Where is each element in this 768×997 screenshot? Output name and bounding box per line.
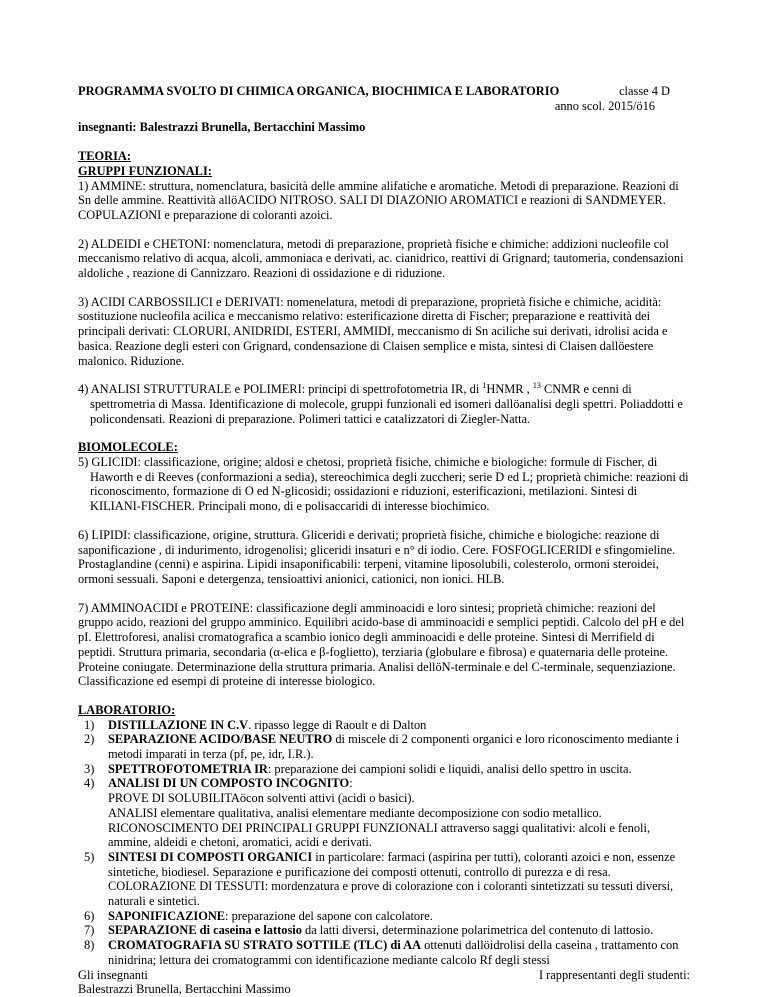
- document-page: [78, 84, 690, 997]
- school-year: anno scol. 2015/ö16: [554, 98, 655, 113]
- lab-item-2: 2) SEPARAZIONE ACIDO/BASE NEUTRO di miscele di 2 componenti organici e loro riconoscimento mediante i metodi imparati in terza (pf, pe, idr, I.R.).: [84, 732, 680, 762]
- teoria-item-4: 4) ANALISI STRUTTURALE e POLIMERI: principi di spettrofotometria IR, di $^1$HNMR , $^{13}$ CNMR e cenni di spettrometria di Massa. Identificazione di molecole, gruppi funzionali ed isomeri dallöanalisi degli spettri. Poliaddotti e policondensati. Reazioni di preparazione. Polimeri tattici e catalizzatori di Ziegler-Natta.: [78, 381, 683, 426]
- laboratorio-list: [78, 718, 690, 968]
- lab-item-5: 5) SINTESI DI COMPOSTI ORGANICI in particolare: farmaci (aspirina per tutti), coloranti azoici e non, essenze sintetiche, biodiesel. Separazione e purificazione dei composti ottenuti, controllo di purezza e di resa. COLORAZIONE DI TESSUTI: mordenzatura e prove di colorazione con i coloranti sintetizzati su tessuti diversi, naturali e sintetici.: [78, 850, 690, 909]
- teoria-item-2: 2) ALDEIDI e CHETONI: nomenclatura, metodi di preparazione, proprietà fisiche e chimiche: addizioni nucleofile col meccanismo relativo di acqua, alcoli, ammoniaca e derivati, ac. cianidrico, reattivi di Grignard; tautomeria, condensazioni aldoliche , reazione di Cannizzaro. Reazioni di ossidazione e di riduzione.: [78, 236, 684, 281]
- lab-item-4: 4) ANALISI DI UN COMPOSTO INCOGNITO: PROVE DI SOLUBILITAöcon solventi attivi (acidi o basici). ANALISI elementare qualitativa, analisi elementare mediante decomposizione con sodio metallico. RICONOSCIMENTO DEI PRINCIPALI GRUPPI FUNZIONALI attraverso saggi qualitativi: alcoli e fenoli, ammine, aldeidi e chetoni, aromatici, acidi e derivati.: [78, 776, 690, 850]
- teachers-signature-label: Gli insegnanti: [78, 967, 148, 982]
- document-header: [78, 84, 690, 99]
- lab-item-5-coloring: COLORAZIONE DI TESSUTI: mordenzatura e prove di colorazione con i coloranti sintetizzati su tessuti diversi, naturali e sintetici.: [108, 879, 674, 909]
- biomolecole-item-6: 6) LIPIDI: classificazione, origine, struttura. Gliceridi e derivati; proprietà fisiche, chimiche e biologiche: reazione di saponificazione , di indurimento, idrogenolisi; gliceridi insaturi e n° di iodio. Cere. FOSFOGLICERIDI e sfingomieline. Prostaglandine (cenni) e aspirina. Lipidi insaponificabili: terpeni, vitamine liposolubili, colesterolo, ormoni steroidei, ormoni sessuali. Saponi e detergenza, tensioattivi anionici, cationici, non ionici. HLB.: [78, 527, 676, 586]
- lab-item-1: 1) DISTILLAZIONE IN C.V. ripasso legge di Raoult e di Dalton: [84, 717, 427, 732]
- lab-item-8: 8) CROMATOGRAFIA SU STRATO SOTTILE (TLC) di AA ottenuti dallöidrolisi della caseina , trattamento con ninidrina; lettura dei cromatogrammi con identificazione mediante calcolo Rf degli stessi: [84, 938, 679, 967]
- laboratorio-heading: LABORATORIO:: [78, 702, 176, 717]
- teoria-heading: TEORIA:: [78, 149, 132, 164]
- teoria-item-1: 1) AMMINE: struttura, nomenclatura, basicità delle ammine alifatiche e aromatiche. Metodi di preparazione. Reazioni di Sn delle ammine. Reattività allöACIDO NITROSO. SALI DI DIAZONIO AROMATICI e reazioni di SANDMEYER. COPULAZIONI e preparazione di coloranti azoici.: [78, 178, 679, 222]
- teachers-names: Balestrazzi Brunella, Bertacchini Massimo: [78, 982, 291, 997]
- class-label: classe 4 D: [619, 84, 670, 98]
- lab-item-4-groups: RICONOSCIMENTO DEI PRINCIPALI GRUPPI FUNZIONALI attraverso saggi qualitativi: alcoli e fenoli, ammine, aldeidi e chetoni, aromatici, acidi e derivati.: [108, 820, 651, 850]
- lab-item-4-elementary: ANALISI elementare qualitativa, analisi elementare mediante decomposizione con sodio metallico.: [108, 805, 602, 820]
- lab-item-7: 7) SEPARAZIONE di caseina e lattosio da latti diversi, determinazione polarimetrica del contenuto di lattosio.: [84, 923, 654, 938]
- lab-item-4-solubility: PROVE DI SOLUBILITAöcon solventi attivi (acidi o basici).: [108, 791, 415, 806]
- gruppi-funzionali-heading: GRUPPI FUNZIONALI:: [78, 163, 212, 178]
- lab-item-6: 6) SAPONIFICAZIONE: preparazione del sapone con calcolatore.: [84, 908, 433, 923]
- biomolecole-item-5: 5) GLICIDI: classificazione, origine; aldosi e chetosi, proprietà fisiche, chimiche e biologiche: formule di Fischer, di Haworth e di Reeves (conformazioni a sedia), stereochimica degli zuccheri; serie D ed L; proprietà chimiche: reazioni di riconoscimento, formazione di O ed N-glicosidi; ossidazioni e riduzioni, esterificazioni, metilazioni. Sintesi di KILIANI-FISCHER. Principali mono, di e polisaccaridi di interesse biochimico.: [78, 455, 689, 514]
- biomolecole-heading: BIOMOLECOLE:: [78, 440, 178, 455]
- signature-line: [78, 968, 690, 983]
- teoria-item-3: 3) ACIDI CARBOSSILICI e DERIVATI: nomenelatura, metodi di preparazione, proprietà fisiche e chimiche, acidità: sostituzione nucleofila acilica e meccanismo relativo: esterificazione diretta di Fischer; preparazione e reattività dei principali derivati: CLORURI, ANIDRIDI, ESTERI, AMMIDI, meccanismo di Sn aciliche sui derivati, idrolisi acida e basica. Reazione degli esteri con Grignard, condensazione di Claisen semplice e mista, sintesi di Claisen dallöestere malonico. Riduzione.: [78, 294, 668, 368]
- students-signature-label: I rappresentanti degli studenti:: [538, 967, 690, 982]
- lab-item-3: 3) SPETTROFOTOMETRIA IR: preparazione dei campioni solidi e liquidi, analisi dello spettro in uscita.: [84, 761, 632, 776]
- biomolecole-item-7: 7) AMMINOACIDI e PROTEINE: classificazione degli amminoacidi e loro sintesi; proprietà chimiche: reazioni del gruppo acido, reazioni del gruppo amminico. Equilibri acido-base di amminoacidi e semplici peptidi. Calcolo del pH e del pI. Elettroforesi, analisi cromatografica a scambio ionico degli amminoacidi e delle proteine. Sintesi di Merrifield di peptidi. Struttura primaria, secondaria (α-elica e β-foglietto), terziaria (globulare e fibrosa) e quaternaria delle proteine. Proteine coniugate. Determinazione della struttura primaria. Analisi dellöN-terminale e del C-terminale, sequenziazione. Classificazione ed esempi di proteine di interesse biologico.: [78, 600, 685, 689]
- document-title: PROGRAMMA SVOLTO DI CHIMICA ORGANICA, BIOCHIMICA E LABORATORIO: [78, 84, 560, 98]
- teachers-line: insegnanti: Balestrazzi Brunella, Bertacchini Massimo: [78, 120, 366, 135]
